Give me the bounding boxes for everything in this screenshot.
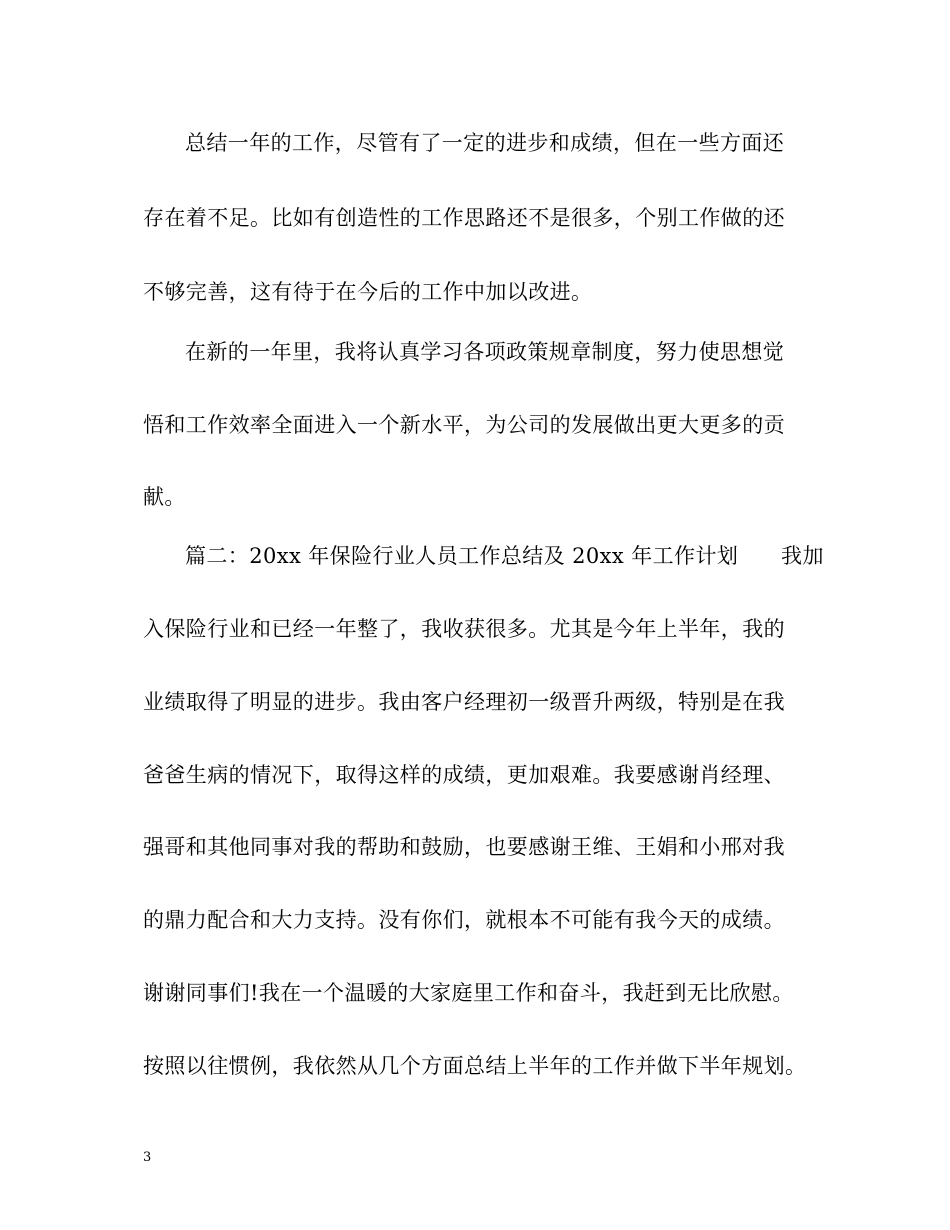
paragraph-3-line-3: 业绩取得了明显的进步。我由客户经理初一级晋升两级，特别是在我: [143, 690, 785, 714]
paragraph-3-line-7: 谢谢同事们!我在一个温暖的大家庭里工作和奋斗，我赶到无比欣慰。: [143, 981, 794, 1005]
paragraph-3-line-8: 按照以往惯例，我依然从几个方面总结上半年的工作并做下半年规划。: [143, 1054, 807, 1078]
paragraph-3-line-4: 爸爸生病的情况下，取得这样的成绩，更加艰难。我要感谢肖经理、: [143, 763, 785, 787]
paragraph-1-line-3: 不够完善，这有待于在今后的工作中加以改进。: [143, 280, 593, 304]
paragraph-3-line-5: 强哥和其他同事对我的帮助和鼓励，也要感谢王维、王娟和小邢对我: [143, 835, 785, 859]
paragraph-2-line-1: 在新的一年里，我将认真学习各项政策规章制度，努力使思想觉: [185, 340, 785, 364]
paragraph-2-line-2: 悟和工作效率全面进入一个新水平，为公司的发展做出更大更多的贡: [143, 413, 785, 437]
page-number: 3: [143, 1150, 152, 1165]
paragraph-3-line-6: 的鼎力配合和大力支持。没有你们，就根本不可能有我今天的成绩。: [143, 908, 785, 932]
paragraph-1-line-1: 总结一年的工作，尽管有了一定的进步和成绩，但在一些方面还: [185, 131, 785, 155]
paragraph-3-line-2: 入保险行业和已经一年整了，我收获很多。尤其是今年上半年，我的: [143, 617, 785, 641]
paragraph-3-line-1: 篇二：20xx 年保险行业人员工作总结及 20xx 年工作计划 我加: [185, 544, 824, 568]
paragraph-1-line-2: 存在着不足。比如有创造性的工作思路还不是很多，个别工作做的还: [143, 206, 785, 230]
paragraph-2-line-3: 献。: [143, 485, 186, 509]
